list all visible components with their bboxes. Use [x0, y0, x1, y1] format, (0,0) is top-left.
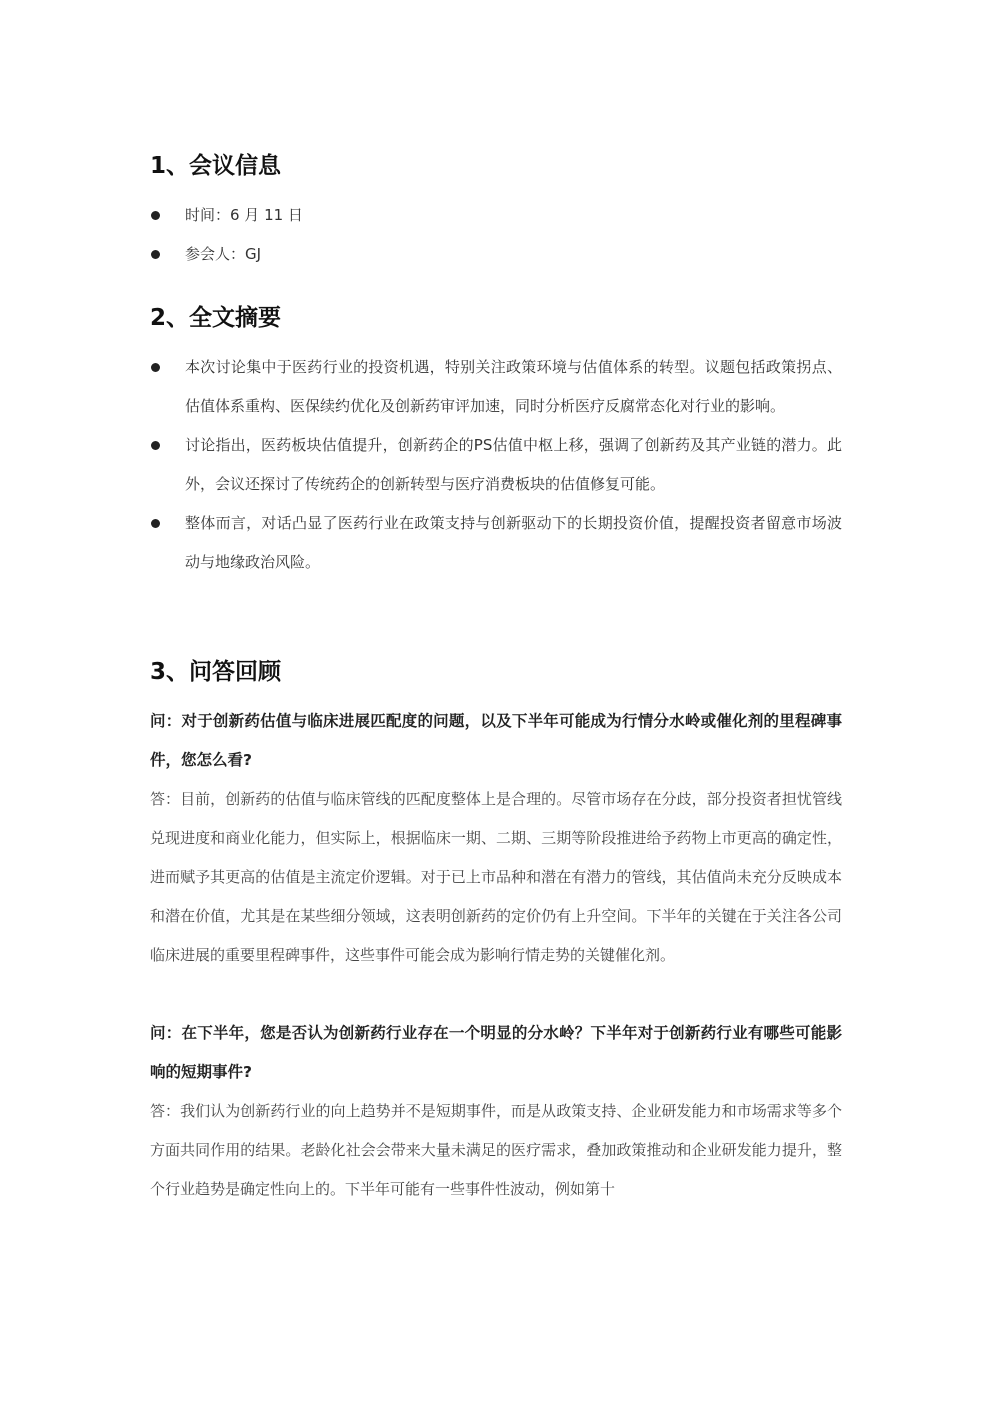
list-item: 时间：6 月 11 日 — [150, 196, 842, 235]
bullet-icon — [151, 363, 160, 372]
bullet-icon — [151, 519, 160, 528]
list-item: 整体而言，对话凸显了医药行业在政策支持与创新驱动下的长期投资价值，提醒投资者留意市场波动与地缘政治风险。 — [150, 504, 842, 582]
answer: 答：我们认为创新药行业的向上趋势并不是短期事件，而是从政策支持、企业研发能力和市场需求等多个方面共同作用的结果。老龄化社会会带来大量未满足的医疗需求，叠加政策推动和企业研发能力提升，整个行业趋势是确定性向上的。下半年可能有一些事件性波动，例如第十 — [150, 1102, 842, 1198]
qa-block — [150, 702, 842, 975]
section-title-summary: 2、全文摘要 — [150, 305, 282, 331]
list-item: 本次讨论集中于医药行业的投资机遇，特别关注政策环境与估值体系的转型。议题包括政策拐点、估值体系重构、医保续约优化及创新药审评加速，同时分析医疗反腐常态化对行业的影响。 — [150, 348, 842, 426]
bullet-icon — [151, 211, 160, 220]
answer: 答：目前，创新药的估值与临床管线的匹配度整体上是合理的。尽管市场存在分歧，部分投资者担忧管线兑现进度和商业化能力，但实际上，根据临床一期、二期、三期等阶段推进给予药物上市更高的确定性，进而赋予其更高的估值是主流定价逻辑。对于已上市品种和潜在有潜力的管线，其估值尚未充分反映成本和潜在价值，尤其是在某些细分领域，这表明创新药的定价仍有上升空间。下半年的关键在于关注各公司临床进展的重要里程碑事件，这些事件可能会成为影响行情走势的关键催化剂。 — [150, 790, 842, 964]
qa-block — [150, 1014, 842, 1209]
list-item: 参会人：GJ — [150, 235, 842, 274]
section-title-qa: 3、问答回顾 — [150, 659, 282, 685]
meeting-info-list — [150, 196, 842, 274]
question: 问：对于创新药估值与临床进展匹配度的问题，以及下半年可能成为行情分水岭或催化剂的里程碑事件，您怎么看? — [150, 712, 842, 769]
question: 问：在下半年，您是否认为创新药行业存在一个明显的分水岭？下半年对于创新药行业有哪些可能影响的短期事件? — [150, 1024, 842, 1081]
document-page — [150, 148, 842, 1209]
list-item: 讨论指出，医药板块估值提升，创新药企的PS估值中枢上移，强调了创新药及其产业链的潜力。此外，会议还探讨了传统药企的创新转型与医疗消费板块的估值修复可能。 — [150, 426, 842, 504]
summary-list — [150, 348, 842, 582]
section-title-meeting-info: 1、会议信息 — [150, 153, 282, 179]
bullet-icon — [151, 441, 160, 450]
bullet-icon — [151, 250, 160, 259]
